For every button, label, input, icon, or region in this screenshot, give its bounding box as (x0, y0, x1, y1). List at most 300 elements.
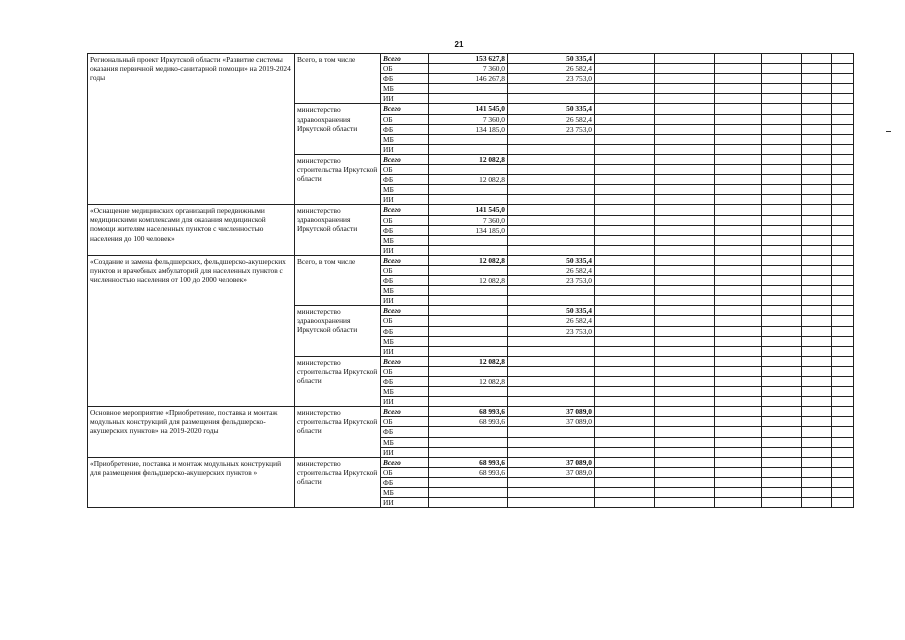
empty-cell (832, 306, 854, 316)
empty-cell (655, 134, 715, 144)
value-year-2 (508, 235, 595, 245)
empty-cell (802, 215, 832, 225)
empty-cell (715, 457, 762, 467)
empty-cell (595, 457, 655, 467)
empty-cell (595, 417, 655, 427)
executor-cell: министерство строительства Иркутской области (295, 457, 381, 507)
empty-cell (762, 84, 802, 94)
empty-cell (762, 356, 802, 366)
empty-cell (762, 457, 802, 467)
empty-cell (595, 255, 655, 265)
empty-cell (715, 437, 762, 447)
empty-cell (832, 195, 854, 205)
executor-cell: Всего, в том числе (295, 255, 381, 305)
empty-cell (655, 276, 715, 286)
value-year-2 (508, 488, 595, 498)
empty-cell (802, 467, 832, 477)
funding-source: ОБ (381, 316, 429, 326)
empty-cell (802, 235, 832, 245)
empty-cell (655, 467, 715, 477)
empty-cell (802, 356, 832, 366)
empty-cell (832, 326, 854, 336)
empty-cell (762, 306, 802, 316)
empty-cell (715, 326, 762, 336)
empty-cell (802, 397, 832, 407)
empty-cell (595, 356, 655, 366)
empty-cell (595, 154, 655, 164)
empty-cell (595, 397, 655, 407)
value-year-2 (508, 498, 595, 508)
empty-cell (715, 346, 762, 356)
funding-source: МБ (381, 235, 429, 245)
empty-cell (595, 195, 655, 205)
empty-cell (832, 245, 854, 255)
empty-cell (832, 377, 854, 387)
empty-cell (802, 316, 832, 326)
empty-cell (832, 296, 854, 306)
empty-cell (715, 175, 762, 185)
empty-cell (595, 265, 655, 275)
value-year-1: 146 267,8 (429, 74, 508, 84)
empty-cell (595, 407, 655, 417)
empty-cell (802, 74, 832, 84)
value-year-2 (508, 185, 595, 195)
empty-cell (832, 488, 854, 498)
empty-cell (655, 356, 715, 366)
budget-table (87, 53, 854, 508)
executor-cell: министерство строительства Иркутской области (295, 154, 381, 204)
value-year-2 (508, 356, 595, 366)
empty-cell (832, 265, 854, 275)
funding-source: Всего (381, 255, 429, 265)
empty-cell (595, 165, 655, 175)
empty-cell (762, 286, 802, 296)
funding-source: ФБ (381, 225, 429, 235)
empty-cell (595, 427, 655, 437)
funding-source: ИИ (381, 447, 429, 457)
empty-cell (595, 377, 655, 387)
empty-cell (715, 84, 762, 94)
funding-source: МБ (381, 185, 429, 195)
activity-description: Основное мероприятие «Приобретение, поставка и монтаж модульных конструкций для размещения фельдшерско-акушерских пунктов» на 2019-2020 годы (88, 407, 295, 457)
funding-source: МБ (381, 84, 429, 94)
empty-cell (802, 296, 832, 306)
value-year-2 (508, 205, 595, 215)
funding-source: Всего (381, 457, 429, 467)
funding-source: Всего (381, 104, 429, 114)
empty-cell (802, 255, 832, 265)
empty-cell (802, 498, 832, 508)
empty-cell (715, 54, 762, 64)
empty-cell (802, 336, 832, 346)
empty-cell (762, 225, 802, 235)
empty-cell (832, 205, 854, 215)
empty-cell (715, 255, 762, 265)
empty-cell (762, 205, 802, 215)
empty-cell (595, 447, 655, 457)
empty-cell (802, 488, 832, 498)
empty-cell (715, 195, 762, 205)
value-year-1: 141 545,0 (429, 205, 508, 215)
value-year-1: 7 360,0 (429, 215, 508, 225)
empty-cell (802, 366, 832, 376)
empty-cell (762, 316, 802, 326)
table-row (88, 54, 854, 64)
empty-cell (655, 255, 715, 265)
value-year-1 (429, 346, 508, 356)
empty-cell (802, 185, 832, 195)
empty-cell (762, 377, 802, 387)
empty-cell (595, 245, 655, 255)
value-year-1 (429, 165, 508, 175)
funding-source: Всего (381, 205, 429, 215)
empty-cell (655, 225, 715, 235)
value-year-1 (429, 316, 508, 326)
empty-cell (832, 457, 854, 467)
empty-cell (832, 124, 854, 134)
empty-cell (832, 74, 854, 84)
empty-cell (715, 74, 762, 84)
value-year-2 (508, 437, 595, 447)
empty-cell (595, 175, 655, 185)
funding-source: ФБ (381, 175, 429, 185)
funding-source: ФБ (381, 427, 429, 437)
value-year-2 (508, 245, 595, 255)
value-year-2: 50 335,4 (508, 255, 595, 265)
empty-cell (715, 306, 762, 316)
activity-description: «Оснащение медицинских организаций передвижными медицинскими комплексами для оказания медицинской помощи жителям населенных пунктов с численностью населения до 100 человек» (88, 205, 295, 255)
empty-cell (802, 427, 832, 437)
empty-cell (802, 64, 832, 74)
value-year-2: 23 753,0 (508, 74, 595, 84)
empty-cell (762, 296, 802, 306)
value-year-2 (508, 154, 595, 164)
value-year-2: 23 753,0 (508, 326, 595, 336)
value-year-2: 23 753,0 (508, 124, 595, 134)
empty-cell (762, 255, 802, 265)
funding-source: ИИ (381, 346, 429, 356)
empty-cell (802, 245, 832, 255)
empty-cell (802, 276, 832, 286)
value-year-1: 7 360,0 (429, 64, 508, 74)
value-year-1 (429, 488, 508, 498)
empty-cell (762, 498, 802, 508)
empty-cell (715, 296, 762, 306)
value-year-2: 50 335,4 (508, 54, 595, 64)
value-year-2: 37 089,0 (508, 467, 595, 477)
value-year-1: 134 185,0 (429, 225, 508, 235)
empty-cell (762, 235, 802, 245)
empty-cell (832, 255, 854, 265)
empty-cell (802, 124, 832, 134)
empty-cell (595, 326, 655, 336)
value-year-2 (508, 215, 595, 225)
empty-cell (832, 346, 854, 356)
empty-cell (762, 195, 802, 205)
empty-cell (595, 306, 655, 316)
value-year-1 (429, 245, 508, 255)
empty-cell (655, 366, 715, 376)
value-year-2: 26 582,4 (508, 64, 595, 74)
empty-cell (655, 407, 715, 417)
activity-description: «Приобретение, поставка и монтаж модульных конструкций для размещения фельдшерско-акушерских пунктов » (88, 457, 295, 507)
value-year-1: 68 993,6 (429, 467, 508, 477)
margin-mark (886, 131, 891, 132)
empty-cell (595, 124, 655, 134)
empty-cell (802, 407, 832, 417)
empty-cell (715, 165, 762, 175)
value-year-2: 26 582,4 (508, 265, 595, 275)
empty-cell (762, 175, 802, 185)
empty-cell (595, 296, 655, 306)
table-body (88, 54, 854, 508)
empty-cell (655, 64, 715, 74)
funding-source: ИИ (381, 245, 429, 255)
empty-cell (655, 306, 715, 316)
empty-cell (832, 498, 854, 508)
empty-cell (655, 265, 715, 275)
empty-cell (595, 84, 655, 94)
empty-cell (762, 346, 802, 356)
empty-cell (832, 64, 854, 74)
empty-cell (715, 144, 762, 154)
empty-cell (802, 437, 832, 447)
empty-cell (595, 316, 655, 326)
activity-description: «Создание и замена фельдшерских, фельдшерско-акушерских пунктов и врачебных амбулаторий для населенных пунктов с численностью населения от 100 до 2000 человек» (88, 255, 295, 406)
empty-cell (762, 215, 802, 225)
executor-cell: министерство строительства Иркутской области (295, 356, 381, 406)
value-year-1: 141 545,0 (429, 104, 508, 114)
empty-cell (802, 175, 832, 185)
empty-cell (762, 154, 802, 164)
empty-cell (715, 366, 762, 376)
value-year-2: 26 582,4 (508, 316, 595, 326)
value-year-1 (429, 437, 508, 447)
funding-source: ИИ (381, 94, 429, 104)
value-year-2 (508, 387, 595, 397)
empty-cell (595, 215, 655, 225)
empty-cell (802, 205, 832, 215)
empty-cell (802, 447, 832, 457)
empty-cell (802, 154, 832, 164)
empty-cell (832, 397, 854, 407)
empty-cell (655, 286, 715, 296)
activity-description: Региональный проект Иркутской области «Развитие системы оказания первичной медико-санитарной помощи» на 2019-2024 годы (88, 54, 295, 205)
empty-cell (595, 114, 655, 124)
empty-cell (595, 488, 655, 498)
empty-cell (655, 427, 715, 437)
empty-cell (832, 427, 854, 437)
empty-cell (762, 54, 802, 64)
empty-cell (802, 477, 832, 487)
executor-cell: министерство строительства Иркутской области (295, 407, 381, 457)
table-row (88, 457, 854, 467)
empty-cell (655, 165, 715, 175)
funding-source: ФБ (381, 377, 429, 387)
empty-cell (832, 477, 854, 487)
funding-source: ФБ (381, 124, 429, 134)
empty-cell (762, 336, 802, 346)
value-year-2: 50 335,4 (508, 306, 595, 316)
empty-cell (715, 114, 762, 124)
empty-cell (832, 356, 854, 366)
empty-cell (655, 185, 715, 195)
empty-cell (595, 366, 655, 376)
value-year-2 (508, 296, 595, 306)
funding-source: ОБ (381, 165, 429, 175)
empty-cell (832, 165, 854, 175)
empty-cell (802, 265, 832, 275)
empty-cell (655, 488, 715, 498)
empty-cell (832, 94, 854, 104)
value-year-1 (429, 235, 508, 245)
empty-cell (595, 276, 655, 286)
value-year-1: 68 993,6 (429, 417, 508, 427)
value-year-1: 12 082,8 (429, 175, 508, 185)
empty-cell (832, 447, 854, 457)
empty-cell (715, 407, 762, 417)
empty-cell (762, 134, 802, 144)
value-year-1: 12 082,8 (429, 154, 508, 164)
value-year-1: 134 185,0 (429, 124, 508, 134)
empty-cell (762, 366, 802, 376)
empty-cell (655, 316, 715, 326)
empty-cell (802, 326, 832, 336)
empty-cell (802, 377, 832, 387)
empty-cell (655, 437, 715, 447)
empty-cell (715, 104, 762, 114)
empty-cell (595, 346, 655, 356)
table-row (88, 255, 854, 265)
funding-source: ФБ (381, 326, 429, 336)
empty-cell (715, 265, 762, 275)
empty-cell (762, 387, 802, 397)
value-year-1 (429, 306, 508, 316)
empty-cell (762, 488, 802, 498)
value-year-2 (508, 144, 595, 154)
empty-cell (715, 134, 762, 144)
empty-cell (832, 104, 854, 114)
funding-source: Всего (381, 154, 429, 164)
empty-cell (832, 387, 854, 397)
value-year-2 (508, 427, 595, 437)
value-year-1: 12 082,8 (429, 356, 508, 366)
empty-cell (715, 185, 762, 195)
empty-cell (655, 296, 715, 306)
empty-cell (595, 336, 655, 346)
empty-cell (832, 84, 854, 94)
funding-source: МБ (381, 286, 429, 296)
funding-source: ИИ (381, 296, 429, 306)
empty-cell (715, 336, 762, 346)
value-year-1 (429, 326, 508, 336)
value-year-2 (508, 225, 595, 235)
empty-cell (762, 64, 802, 74)
empty-cell (832, 417, 854, 427)
value-year-1 (429, 498, 508, 508)
funding-source: ФБ (381, 74, 429, 84)
empty-cell (832, 114, 854, 124)
empty-cell (655, 74, 715, 84)
funding-source: Всего (381, 306, 429, 316)
empty-cell (715, 488, 762, 498)
empty-cell (802, 417, 832, 427)
empty-cell (762, 104, 802, 114)
value-year-1: 153 627,8 (429, 54, 508, 64)
value-year-2 (508, 366, 595, 376)
empty-cell (802, 114, 832, 124)
empty-cell (762, 397, 802, 407)
empty-cell (762, 447, 802, 457)
funding-source: ОБ (381, 215, 429, 225)
empty-cell (762, 417, 802, 427)
empty-cell (595, 498, 655, 508)
funding-source: МБ (381, 437, 429, 447)
value-year-2 (508, 134, 595, 144)
empty-cell (655, 94, 715, 104)
empty-cell (832, 134, 854, 144)
empty-cell (802, 104, 832, 114)
funding-source: МБ (381, 488, 429, 498)
value-year-2: 37 089,0 (508, 417, 595, 427)
funding-source: ФБ (381, 477, 429, 487)
empty-cell (832, 276, 854, 286)
empty-cell (802, 306, 832, 316)
funding-source: ИИ (381, 397, 429, 407)
empty-cell (715, 498, 762, 508)
table-row (88, 407, 854, 417)
value-year-1: 12 082,8 (429, 276, 508, 286)
value-year-2 (508, 94, 595, 104)
empty-cell (762, 477, 802, 487)
empty-cell (802, 165, 832, 175)
empty-cell (832, 154, 854, 164)
empty-cell (715, 377, 762, 387)
empty-cell (802, 387, 832, 397)
empty-cell (832, 144, 854, 154)
empty-cell (762, 74, 802, 84)
value-year-2: 23 753,0 (508, 276, 595, 286)
empty-cell (802, 84, 832, 94)
empty-cell (595, 235, 655, 245)
empty-cell (802, 286, 832, 296)
empty-cell (802, 195, 832, 205)
empty-cell (655, 215, 715, 225)
value-year-2 (508, 397, 595, 407)
empty-cell (595, 104, 655, 114)
empty-cell (762, 407, 802, 417)
empty-cell (655, 104, 715, 114)
value-year-2 (508, 447, 595, 457)
value-year-1 (429, 366, 508, 376)
empty-cell (715, 477, 762, 487)
empty-cell (715, 316, 762, 326)
empty-cell (832, 215, 854, 225)
empty-cell (655, 144, 715, 154)
empty-cell (595, 64, 655, 74)
value-year-1 (429, 427, 508, 437)
empty-cell (595, 134, 655, 144)
value-year-1 (429, 477, 508, 487)
empty-cell (832, 286, 854, 296)
funding-source: Всего (381, 407, 429, 417)
empty-cell (595, 477, 655, 487)
value-year-2: 50 335,4 (508, 104, 595, 114)
empty-cell (715, 64, 762, 74)
empty-cell (762, 265, 802, 275)
value-year-1 (429, 286, 508, 296)
value-year-1 (429, 84, 508, 94)
